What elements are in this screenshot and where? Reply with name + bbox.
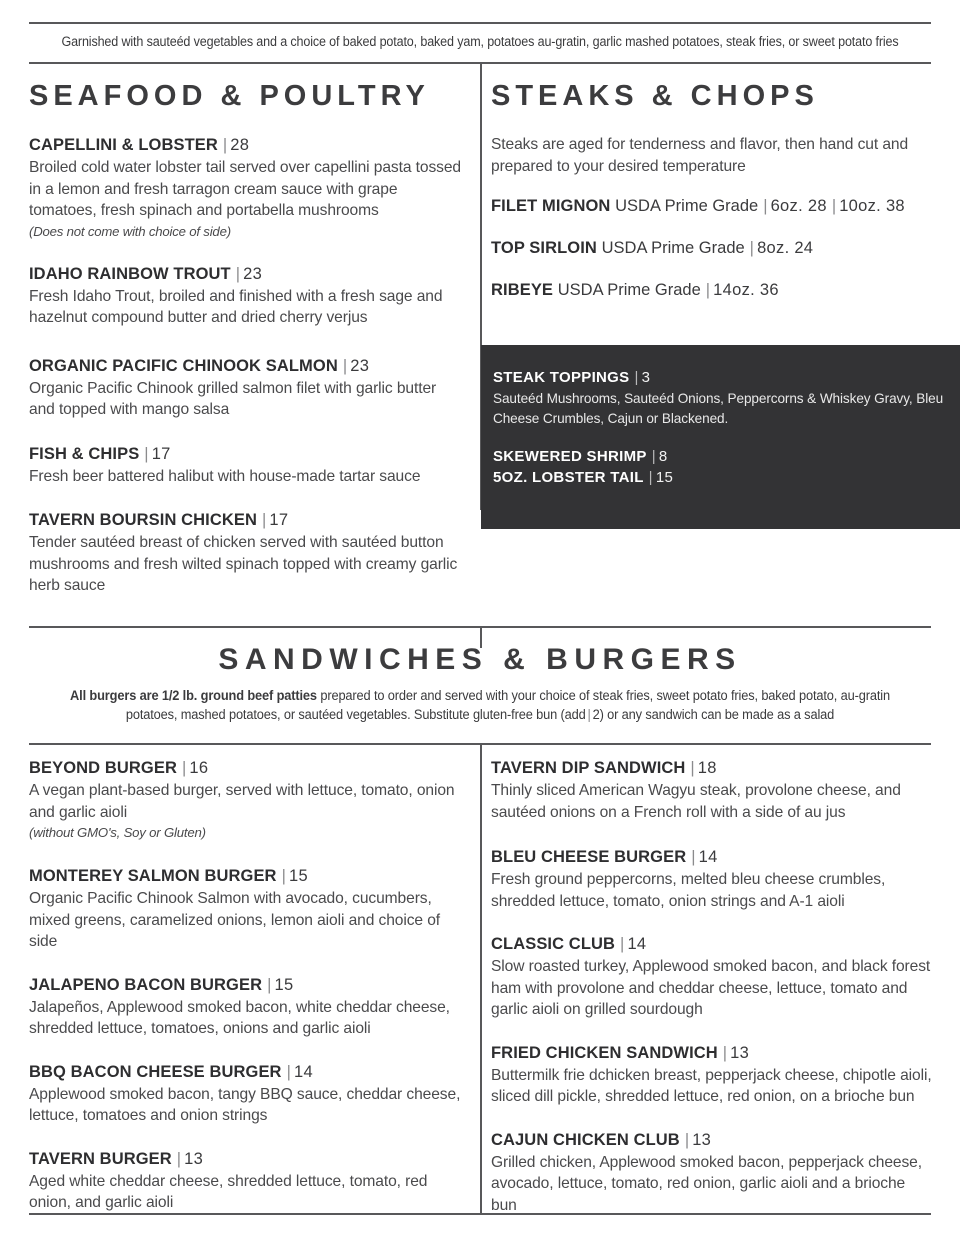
menu-item-price: 14 bbox=[293, 1062, 313, 1081]
divider-top bbox=[29, 22, 931, 24]
menu-item-head bbox=[491, 933, 933, 955]
menu-item-description: A vegan plant-based burger, served with lettuce, tomato, onion and garlic aioli bbox=[29, 782, 455, 821]
menu-item bbox=[29, 443, 466, 488]
sandwiches-subtext-bold: All burgers are 1/2 lb. ground beef patties bbox=[70, 688, 317, 703]
menu-item-head bbox=[29, 1061, 469, 1083]
addon-item bbox=[493, 446, 960, 467]
addon-price: 15 bbox=[655, 469, 674, 486]
menu-item-qualifier: USDA Prime Grade bbox=[557, 281, 701, 299]
menu-item-head bbox=[29, 865, 469, 887]
column-divider-bottom bbox=[480, 743, 482, 1213]
menu-item-head bbox=[491, 237, 931, 259]
menu-item-description: Slow roasted turkey, Applewood smoked bacon, and black forest ham with provolone and cheddar cheese, lettuce, tomato and garlic aioli on grilled sourdough bbox=[491, 958, 931, 1018]
menu-item-qualifier: USDA Prime Grade bbox=[601, 239, 745, 257]
menu-item-name: TAVERN BOURSIN CHICKEN bbox=[29, 511, 258, 529]
menu-item bbox=[491, 933, 933, 1021]
menu-item-head bbox=[491, 1042, 933, 1064]
price-separator: | bbox=[342, 356, 348, 375]
menu-item-name: CAJUN CHICKEN CLUB bbox=[491, 1130, 680, 1149]
section-title-sandwiches: SANDWICHES & BURGERS bbox=[218, 643, 742, 676]
sandwiches-band bbox=[29, 640, 931, 724]
price-separator: | bbox=[690, 759, 695, 777]
toppings-description: Sauteéd Mushrooms, Sauteéd Onions, Peppercorns & Whiskey Gravy, Bleu Cheese Crumbles, Cajun or Blackened. bbox=[493, 391, 944, 426]
menu-item-qualifier: USDA Prime Grade bbox=[615, 197, 759, 215]
burgers-left-column bbox=[29, 757, 469, 1229]
price-separator: | bbox=[267, 975, 272, 994]
menu-item-head bbox=[491, 279, 931, 301]
menu-item-price: 13 bbox=[184, 1149, 204, 1168]
price-separator: | bbox=[144, 444, 149, 463]
menu-item-description: Grilled chicken, Applewood smoked bacon, pepperjack cheese, avocado, lettuce, tomato, red onion, garlic aioli and a brioche bun bbox=[491, 1153, 922, 1214]
menu-item-name: FILET MIGNON bbox=[491, 197, 611, 215]
menu-item bbox=[29, 1061, 469, 1127]
price-separator: | bbox=[722, 1043, 728, 1062]
menu-item-price: 14oz. 36 bbox=[713, 281, 779, 299]
menu-item-description: Fresh Idaho Trout, broiled and finished with a fresh sage and hazelnut compound butter and dried cherry verjus bbox=[29, 287, 443, 326]
section-title-seafood: SEAFOOD & POULTRY bbox=[29, 80, 430, 112]
menu-item-name: TOP SIRLOIN bbox=[491, 239, 597, 257]
menu-item-price: 23 bbox=[350, 356, 370, 375]
menu-item-note: (without GMO's, Soy or Gluten) bbox=[29, 825, 206, 840]
addon-price: 8 bbox=[658, 448, 668, 465]
menu-item-name: IDAHO RAINBOW TROUT bbox=[29, 264, 231, 283]
menu-item bbox=[29, 263, 466, 329]
menu-item bbox=[29, 865, 469, 953]
price-separator: | bbox=[749, 239, 755, 257]
price-separator: | bbox=[648, 469, 653, 486]
toppings-price: 3 bbox=[641, 369, 651, 386]
price-separator: | bbox=[222, 136, 228, 154]
menu-item bbox=[29, 974, 469, 1040]
menu-item-name: ORGANIC PACIFIC CHINOOK SALMON bbox=[29, 356, 338, 375]
toppings-name: STEAK TOPPINGS bbox=[493, 369, 630, 386]
menu-item-description: Applewood smoked bacon, tangy BBQ sauce, cheddar cheese, lettuce, tomatoes and onion strings bbox=[29, 1085, 461, 1124]
price-separator: | bbox=[634, 369, 639, 386]
price-separator: | bbox=[705, 281, 711, 299]
price-separator: | bbox=[684, 1130, 690, 1149]
menu-item-head bbox=[29, 443, 466, 465]
menu-item-description: Buttermilk frie dchicken breast, pepperjack cheese, chipotle aioli, sliced dill pickle, shredded lettuce, red onion, on a brioche bun bbox=[491, 1066, 932, 1105]
menu-item bbox=[29, 509, 466, 597]
menu-item bbox=[29, 1148, 469, 1214]
addon-name: SKEWERED SHRIMP bbox=[493, 448, 647, 465]
menu-item-price: 15 bbox=[288, 867, 308, 885]
sandwiches-subtext-rest-2: 2) or any sandwich can be made as a salad bbox=[592, 707, 835, 722]
menu-item-price: 13 bbox=[692, 1130, 712, 1149]
menu-item-description: Tender sautéed breast of chicken served with sautéed button mushrooms and fresh wilted spinach topped with creamy garlic herb sauce bbox=[29, 534, 458, 594]
menu-item-head bbox=[491, 757, 933, 779]
menu-item-price: 13 bbox=[730, 1043, 750, 1062]
price-separator: | bbox=[691, 848, 696, 866]
section-title-steaks: STEAKS & CHOPS bbox=[491, 80, 819, 112]
menu-item-description: Fresh beer battered halibut with house-made tartar sauce bbox=[29, 467, 421, 485]
menu-item bbox=[491, 846, 933, 912]
menu-item-description: Aged white cheddar cheese, shredded lettuce, tomato, red onion, and garlic aioli bbox=[29, 1172, 428, 1211]
price-separator: | bbox=[763, 197, 768, 215]
menu-item-head bbox=[491, 195, 931, 217]
menu-item-name: BBQ BACON CHEESE BURGER bbox=[29, 1062, 282, 1081]
menu-item bbox=[491, 279, 931, 301]
menu-item-description: Fresh ground peppercorns, melted bleu cheese crumbles, shredded lettuce, tomato, onion strings and A-1 aioli bbox=[491, 871, 886, 910]
menu-item bbox=[29, 355, 466, 421]
menu-item-price: 15 bbox=[274, 975, 294, 994]
menu-item-price-2: 10oz. 38 bbox=[839, 197, 905, 215]
price-separator: | bbox=[281, 867, 286, 885]
price-separator: | bbox=[587, 707, 591, 722]
menu-item bbox=[491, 195, 931, 217]
menu-item bbox=[491, 237, 931, 259]
menu-item-head bbox=[29, 263, 466, 285]
divider-bottom bbox=[29, 1213, 931, 1215]
menu-item bbox=[29, 134, 466, 241]
price-separator: | bbox=[651, 448, 656, 465]
addon-item bbox=[493, 467, 960, 488]
menu-item-head bbox=[29, 974, 469, 996]
addon-name: 5OZ. LOBSTER TAIL bbox=[493, 469, 644, 486]
price-separator: | bbox=[181, 759, 187, 777]
menu-item-note: (Does not come with choice of side) bbox=[29, 223, 231, 239]
menu-item-description: Organic Pacific Chinook Salmon with avocado, cucumbers, mixed greens, caramelized onions, lemon aioli and choice of side bbox=[29, 890, 441, 950]
menu-item-head bbox=[491, 846, 933, 868]
menu-item-name: MONTEREY SALMON BURGER bbox=[29, 867, 277, 885]
menu-item-price: 14 bbox=[698, 848, 718, 866]
menu-item-name: JALAPENO BACON BURGER bbox=[29, 975, 263, 994]
menu-item-description: Thinly sliced American Wagyu steak, provolone cheese, and sautéed onions on a French roll with a side of au jus bbox=[491, 782, 901, 821]
menu-item bbox=[491, 1042, 933, 1108]
price-separator: | bbox=[286, 1062, 291, 1081]
menu-item-price: 6oz. 28 bbox=[770, 197, 827, 215]
menu-item-head bbox=[29, 757, 469, 779]
menu-item-head bbox=[29, 355, 466, 377]
menu-item-price: 16 bbox=[189, 759, 209, 777]
price-separator: | bbox=[262, 511, 267, 529]
menu-item-price: 14 bbox=[627, 935, 647, 953]
menu-item-head bbox=[491, 1129, 933, 1151]
menu-item-head bbox=[29, 134, 466, 156]
sandwiches-subtext-rest-1: prepared to order and served with your choice of steak fries, sweet potato fries, baked potato, au-gratin potatoes, mashed potatoes, or sautéed vegetables. Substitute gluten-free bun (add bbox=[125, 688, 890, 722]
menu-item-name: RIBEYE bbox=[491, 281, 554, 299]
panel-spacer bbox=[493, 428, 960, 446]
garnish-note: Garnished with sauteéd vegetables and a choice of baked potato, baked yam, potatoes au-gratin, garlic mashed potatoes, steak fries, or sweet potato fries bbox=[61, 34, 899, 49]
menu-item-name: FRIED CHICKEN SANDWICH bbox=[491, 1043, 718, 1062]
menu-item-name: CAPELLINI & LOBSTER bbox=[29, 136, 218, 154]
menu-item-description: Organic Pacific Chinook grilled salmon filet with garlic butter and topped with mango salsa bbox=[29, 379, 437, 418]
menu-item bbox=[491, 1129, 933, 1217]
toppings-head bbox=[493, 367, 960, 388]
menu-item-head bbox=[29, 1148, 469, 1170]
steak-toppings-panel bbox=[481, 345, 960, 529]
menu-item-description: Jalapeños, Applewood smoked bacon, white cheddar cheese, shredded lettuce, tomatoes, onions and garlic aioli bbox=[29, 998, 450, 1037]
menu-item-name: BLEU CHEESE BURGER bbox=[491, 848, 687, 866]
menu-item-price: 8oz. 24 bbox=[757, 239, 814, 257]
steaks-chops-column bbox=[491, 78, 931, 321]
price-separator-2: | bbox=[831, 197, 837, 215]
menu-item-name: TAVERN BURGER bbox=[29, 1149, 172, 1168]
menu-item-price: 18 bbox=[697, 759, 717, 777]
burgers-right-column bbox=[491, 757, 933, 1231]
price-separator: | bbox=[620, 935, 625, 953]
menu-item bbox=[29, 757, 469, 842]
menu-item-name: TAVERN DIP SANDWICH bbox=[491, 759, 686, 777]
price-separator: | bbox=[176, 1149, 182, 1168]
menu-item-price: 17 bbox=[151, 444, 171, 463]
menu-item-price: 28 bbox=[230, 136, 250, 154]
sandwiches-subtext bbox=[52, 686, 909, 724]
steaks-intro: Steaks are aged for tenderness and flavor, then hand cut and prepared to your desired temperature bbox=[491, 136, 909, 175]
menu-item-name: CLASSIC CLUB bbox=[491, 935, 616, 953]
price-separator: | bbox=[235, 264, 241, 283]
menu-item-name: FISH & CHIPS bbox=[29, 444, 140, 463]
menu-item-description: Broiled cold water lobster tail served over capellini pasta tossed in a lemon and fresh tarragon cream sauce with grape tomatoes, fresh spinach and portabella mushrooms bbox=[29, 159, 461, 219]
menu-item-price: 17 bbox=[269, 511, 289, 529]
menu-item-head bbox=[29, 509, 466, 531]
seafood-poultry-column bbox=[29, 78, 466, 613]
menu-item bbox=[491, 757, 933, 823]
menu-item-name: BEYOND BURGER bbox=[29, 759, 177, 777]
menu-item-price: 23 bbox=[243, 264, 263, 283]
